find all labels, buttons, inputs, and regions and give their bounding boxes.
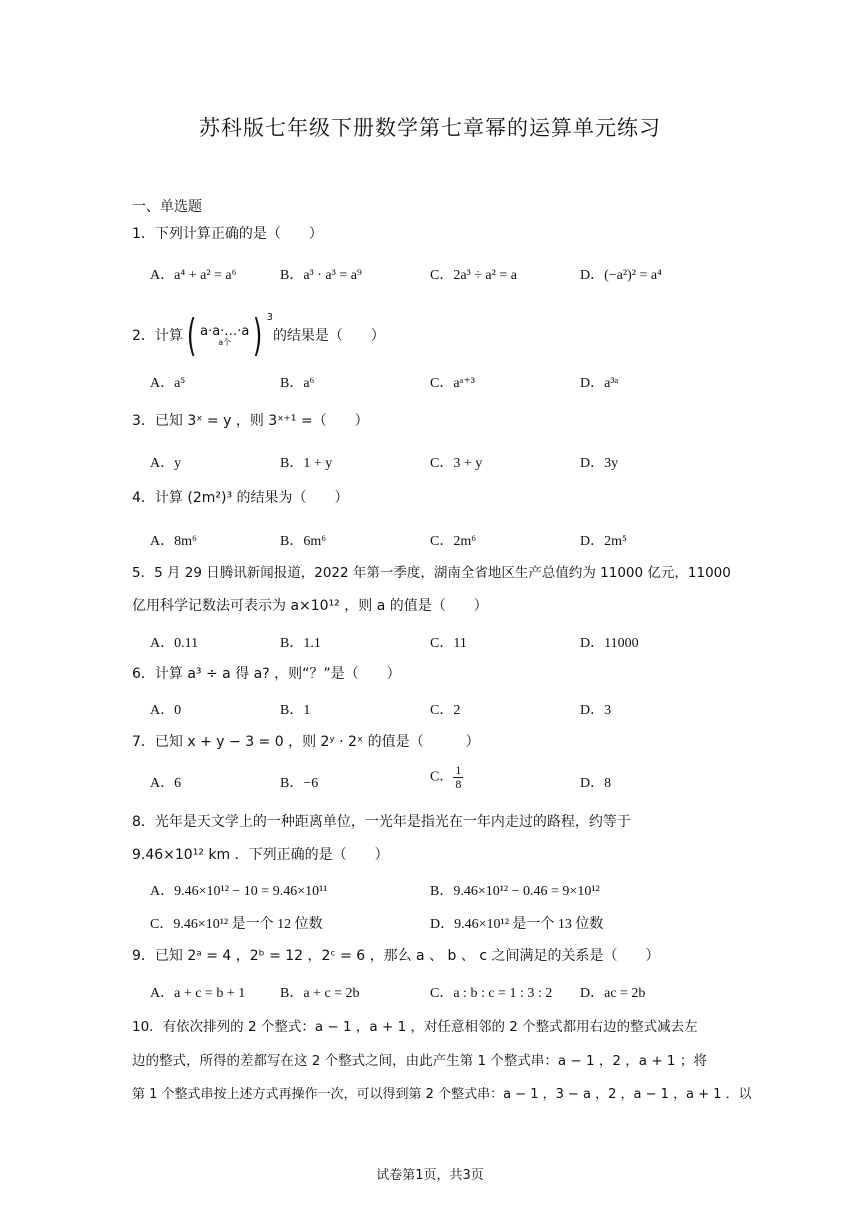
question-5-line-1: 5．5 月 29 日腾讯新闻报道，2022 年第一季度，湖南全省地区生产总值约为 11000 亿元，11000: [132, 565, 731, 581]
q7-option-a[interactable]: A．6: [150, 776, 182, 791]
section-heading: 一、单选题: [132, 199, 202, 215]
q1-option-d[interactable]: D．(−a²)² = a⁴: [580, 268, 662, 283]
q8-option-b[interactable]: B．9.46×10¹² − 0.46 = 9×10¹²: [430, 884, 600, 899]
q2-product: [200, 323, 250, 347]
q2-option-c[interactable]: C．aᵃ⁺³: [430, 376, 475, 391]
question-8-line-1: 8．光年是天文学上的一种距离单位，一光年是指光在一年内走过的路程，约等于: [132, 814, 631, 830]
q3-option-d[interactable]: D．3y: [580, 456, 619, 471]
q1-option-a[interactable]: A．a⁴ + a² = a⁶: [150, 268, 237, 283]
q5-option-c[interactable]: C．11: [430, 636, 467, 651]
q2-product-expr: a·a·…·a: [200, 323, 250, 339]
question-5-line-2: 亿用科学记数法可表示为 a×10¹² ，则 a 的值是（ ）: [132, 598, 488, 614]
q7-option-b[interactable]: B．−6: [280, 776, 319, 791]
q2-stem-pre: 2．计算: [132, 328, 183, 344]
q4-option-c[interactable]: C．2m⁶: [430, 534, 477, 549]
question-9-stem: 9．已知 2ᵃ = 4 ，2ᵇ = 12 ，2ᶜ = 6 ，那么 a 、 b 、 c 之间满足的关系是（ ）: [132, 948, 660, 964]
q7-option-c-label: C．: [430, 769, 454, 785]
q4-option-a[interactable]: A．8m⁶: [150, 534, 197, 549]
left-paren: (: [186, 310, 197, 361]
question-3-stem: 3．已知 3ˣ = y ，则 3ˣ⁺¹ =（ ）: [132, 413, 369, 429]
q7-option-c[interactable]: [430, 764, 463, 791]
q5-option-a[interactable]: A．0.11: [150, 636, 199, 651]
q2-product-count: a个: [218, 337, 232, 347]
q8-option-a[interactable]: A．9.46×10¹² − 10 = 9.46×10¹¹: [150, 884, 328, 899]
q1-option-c[interactable]: C．2a³ ÷ a² = a: [430, 268, 517, 283]
page-footer: 试卷第1页，共3页: [376, 1168, 484, 1183]
q3-option-c[interactable]: C．3 + y: [430, 456, 483, 471]
q2-option-b[interactable]: B．a⁶: [280, 376, 315, 391]
question-1-stem: 1．下列计算正确的是（ ）: [132, 226, 323, 242]
one-eighth-fraction: [453, 764, 463, 791]
q4-option-d[interactable]: D．2m⁵: [580, 534, 627, 549]
question-7-stem: 7．已知 x + y − 3 = 0 ，则 2ʸ · 2ˣ 的值是（ ）: [132, 734, 480, 750]
q7-option-d[interactable]: D．8: [580, 776, 612, 791]
q5-option-b[interactable]: B．1.1: [280, 636, 321, 651]
q2-option-a[interactable]: A．a⁵: [150, 376, 186, 391]
q9-option-b[interactable]: B．a + c = 2b: [280, 986, 360, 1001]
q2-exponent: 3: [266, 312, 273, 324]
question-4-stem: 4．计算 (2m²)³ 的结果为（ ）: [132, 490, 349, 506]
question-2-stem: [132, 310, 385, 361]
q5-option-d[interactable]: D．11000: [580, 636, 639, 651]
q9-option-c[interactable]: C．a : b : c = 1 : 3 : 2: [430, 986, 553, 1001]
q3-option-b[interactable]: B．1 + y: [280, 456, 333, 471]
q6-option-d[interactable]: D．3: [580, 703, 612, 718]
question-10-line-2: 边的整式，所得的差都写在这 2 个整式之间，由此产生第 1 个整式串：a − 1 ，2 ，a + 1 ；将: [132, 1053, 707, 1069]
question-8-line-2: 9.46×10¹² km ．下列正确的是（ ）: [132, 847, 389, 863]
question-6-stem: 6．计算 a³ ÷ a 得 a? ，则“？”是（ ）: [132, 666, 401, 682]
q6-option-b[interactable]: B．1: [280, 703, 311, 718]
question-10-line-1: 10．有依次排列的 2 个整式：a − 1 ，a + 1 ，对任意相邻的 2 个整式都用右边的整式减去左: [132, 1019, 698, 1035]
q3-option-a[interactable]: A．y: [150, 456, 182, 471]
q2-stem-post: 的结果是（ ）: [272, 328, 385, 344]
q6-option-c[interactable]: C．2: [430, 703, 461, 718]
q2-option-d[interactable]: D．a³ᵃ: [580, 376, 619, 391]
fraction-numerator: 1: [455, 763, 462, 777]
fraction-denominator: 8: [455, 777, 462, 791]
q4-option-b[interactable]: B．6m⁶: [280, 534, 327, 549]
q9-option-d[interactable]: D．ac = 2b: [580, 986, 646, 1001]
page-title: 苏科版七年级下册数学第七章幂的运算单元练习: [199, 116, 661, 140]
q1-option-b[interactable]: B．a³ · a³ = a⁹: [280, 268, 362, 283]
q8-option-d[interactable]: D．9.46×10¹² 是一个 13 位数: [430, 917, 604, 932]
q9-option-a[interactable]: A．a + c = b + 1: [150, 986, 246, 1001]
question-10-line-3: 第 1 个整式串按上述方式再操作一次，可以得到第 2 个整式串：a − 1 ，3 − a ，2 ，a − 1 ，a + 1 ．以: [132, 1087, 752, 1102]
q6-option-a[interactable]: A．0: [150, 703, 182, 718]
right-paren: ): [253, 310, 263, 361]
q8-option-c[interactable]: C．9.46×10¹² 是一个 12 位数: [150, 917, 323, 932]
